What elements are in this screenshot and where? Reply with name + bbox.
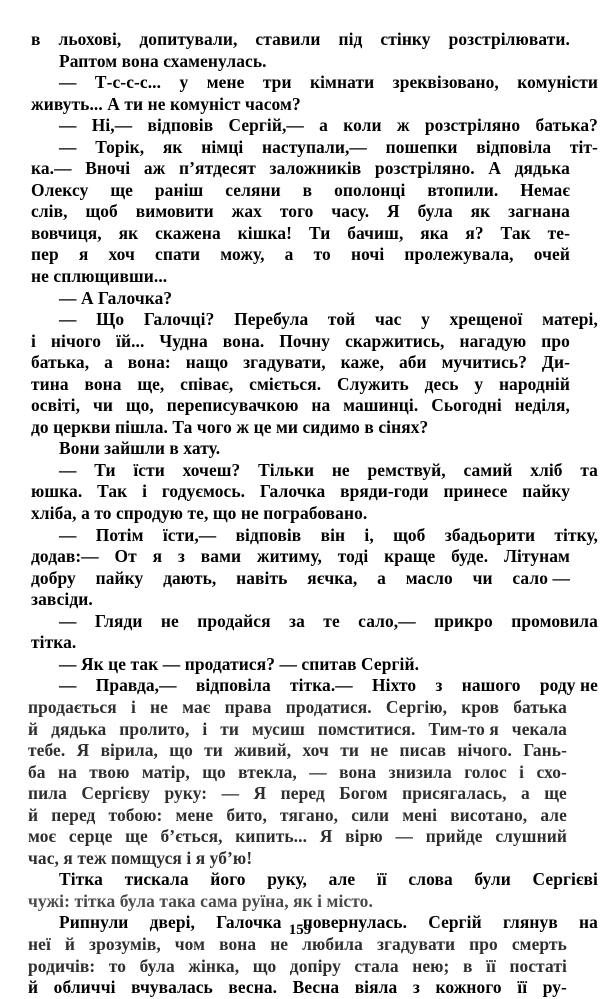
text-line: в льохові, допитували, ставили під стінку розстрілювати. <box>31 29 570 49</box>
text-line: — Ні,— відповів Сергій,— а коли ж розстріляно батька? <box>59 115 598 136</box>
text-line: слів, щоб вимовити жах того часу. Я була як загнана <box>31 201 570 222</box>
text-line: вовчиця, як скажена кішка! Ти бачиш, яка я? Так те- <box>31 222 570 243</box>
text-line: неї й зрозумів, чом вона не любила згадувати про смерть <box>28 933 567 954</box>
text-line: батька, а вона: нащо згадувати, каже, аби мучитись? Ди- <box>31 352 570 373</box>
text-line: — Потім їсти,— відповів він і, щоб збадьорити тітку, <box>59 524 598 545</box>
text-line: Олексу ще раніш селяни в ополонці втопили. Немає <box>31 179 570 200</box>
text-line: — Правда,— відповіла тітка.— Ніхто з нашого роду не <box>59 675 598 696</box>
text-line: живуть... А ти не комуніст часом? <box>31 93 301 114</box>
text-line: й дядька пролито, і ти мусиш помститися. Тим-то я чекала <box>28 718 567 739</box>
text-line: родичів: то була жінка, що допіру стала нею; в її постаті <box>28 955 567 976</box>
text-line: — А Галочка? <box>59 287 173 308</box>
text-line: моє серце ще б’ється, кипить... Я вірю — прийде слушний <box>28 826 567 847</box>
text-line: Рипнули двері, Галочка повернулась. Сергій глянув на <box>59 912 598 933</box>
text-line: й перед тобою: мене бито, тягано, сили мені висотано, але <box>28 804 567 825</box>
text-line: Раптом вона схаменулась. <box>59 50 267 71</box>
text-line: освіті, чи що, переписувачкою на машинці. Сьогодні неділя, <box>31 395 570 416</box>
text-line: тина вона ще, співає, сміється. Служить десь у народній <box>31 373 570 394</box>
page-body-text <box>28 29 598 999</box>
text-line: ка.— Вночі аж п’ятдесят заложників розстріляно. А дядька <box>31 158 570 179</box>
text-line: пер я хоч спати можу, а то ночі пролежувала, очей <box>31 244 570 265</box>
text-line: й обличчі вчувалась весна. Весна віяла з кожного її ру- <box>28 977 567 998</box>
text-line: тітка. <box>31 632 77 653</box>
text-line: і нічого їй... Чудна вона. Почну скаржитись, нагадую про <box>31 330 570 351</box>
text-line: Тітка тискала його руку, але її слова були Сергієві <box>59 869 598 890</box>
text-line: добру пайку дають, навіть яєчка, а масло чи сало — <box>31 567 570 588</box>
text-line: ба на твою матір, що втекла, — вона знизила голос і схо- <box>28 761 567 782</box>
page-number: 159 <box>288 922 312 938</box>
text-line: — Що Галочці? Перебула той час у хрещеної матері, <box>59 309 598 330</box>
text-line: хліба, а то спродую те, що не пограбовано. <box>31 503 368 524</box>
text-line: — Як це так — продатися? — спитав Сергій. <box>59 653 420 674</box>
text-line: юшка. Так і годуємось. Галочка вряди-годи принесе пайку <box>31 481 570 502</box>
text-line: — Ти їсти хочеш? Тільки не ремствуй, самий хліб та <box>59 459 598 480</box>
text-line: додав:— От я з вами житиму, тоді краще буде. Літунам <box>31 546 570 567</box>
text-line: тебе. Я вірила, що ти живий, хоч ти не писав нічого. Гань- <box>28 740 567 761</box>
text-line: — Торік, як німці наступали,— пошепки відповіла тіт- <box>59 136 598 157</box>
text-line: пила Сергієву руку: — Я перед Богом присягалась, а ще <box>28 783 567 804</box>
scan-edge-vignette <box>0 600 7 880</box>
text-line: продається і не має права продатися. Сергію, кров батька <box>28 696 567 717</box>
text-line: Вони зайшли в хату. <box>59 438 221 459</box>
text-line: до церкви пішла. Та чого ж це ми сидимо в сінях? <box>31 416 429 437</box>
text-line: час, я теж помщуся і я уб’ю! <box>28 847 253 868</box>
text-line: — Гляди не продайся за те сало,— прикро промовила <box>59 610 598 631</box>
text-line: чужі: тітка була така сама руїна, як і місто. <box>28 890 373 911</box>
text-line: — Т-с-с-с... у мене три кімнати зреквізовано, комуністи <box>59 72 598 93</box>
text-line: завсіди. <box>31 589 93 610</box>
text-line: не сплющивши... <box>31 266 168 287</box>
